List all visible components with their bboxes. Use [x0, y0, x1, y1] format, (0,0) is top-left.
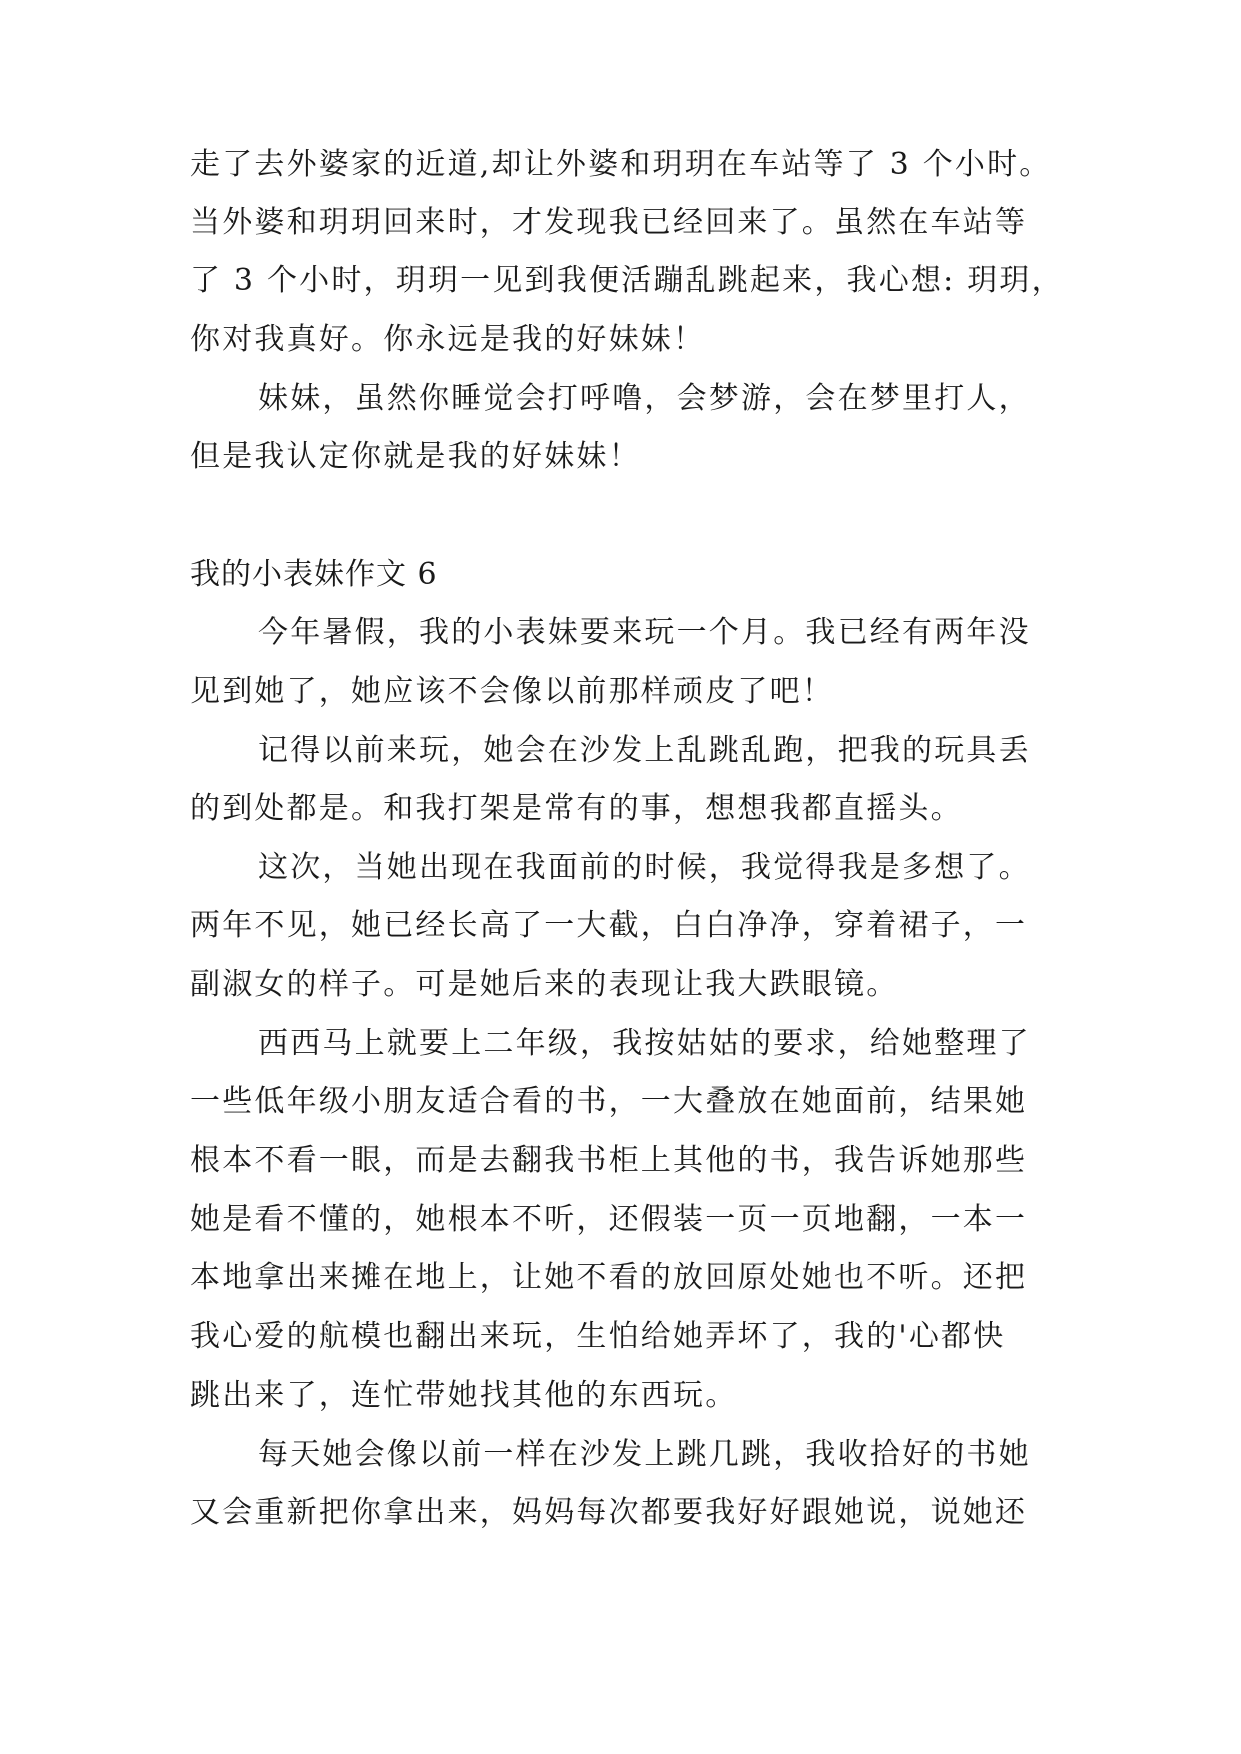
text-line: 见到她了，她应该不会像以前那样顽皮了吧！	[190, 674, 834, 709]
text-line: 了 3 个小时，玥玥一见到我便活蹦乱跳起来，我心想: 玥玥，	[190, 263, 1064, 298]
text-line: 你对我真好。你永远是我的好妹妹！	[190, 322, 706, 357]
text-line: 两年不见，她已经长高了一大截，白白净净，穿着裙子，一	[190, 908, 1028, 943]
text-line: 走了去外婆家的近道,却让外婆和玥玥在车站等了 3 个小时。	[190, 147, 1052, 182]
paragraph-start-line: 每天她会像以前一样在沙发上跳几跳，我收拾好的书她	[258, 1437, 1031, 1472]
text-line: 的到处都是。和我打架是常有的事，想想我都直摇头。	[190, 791, 963, 826]
text-line: 但是我认定你就是我的好妹妹！	[190, 439, 641, 474]
text-line: 我心爱的航模也翻出来玩，生怕给她弄坏了，我的'心都快	[190, 1319, 1006, 1354]
paragraph-start-line: 西西马上就要上二年级，我按姑姑的要求，给她整理了	[258, 1026, 1031, 1061]
paragraph-start-line: 今年暑假，我的小表妹要来玩一个月。我已经有两年没	[258, 615, 1031, 650]
text-line: 又会重新把你拿出来，妈妈每次都要我好好跟她说，说她还	[190, 1495, 1028, 1530]
paragraph-start-line: 这次，当她出现在我面前的时候，我觉得我是多想了。	[258, 850, 1031, 885]
section-heading: 我的小表妹作文 6	[190, 557, 438, 592]
text-line: 本地拿出来摊在地上，让她不看的放回原处她也不听。还把	[190, 1260, 1028, 1295]
text-line: 副淑女的样子。可是她后来的表现让我大跌眼镜。	[190, 967, 899, 1002]
text-line: 跳出来了，连忙带她找其他的东西玩。	[190, 1378, 738, 1413]
text-line: 一些低年级小朋友适合看的书，一大叠放在她面前，结果她	[190, 1084, 1028, 1119]
text-line: 她是看不懂的，她根本不听，还假装一页一页地翻，一本一	[190, 1202, 1028, 1237]
text-line: 根本不看一眼，而是去翻我书柜上其他的书，我告诉她那些	[190, 1143, 1028, 1178]
paragraph-start-line: 记得以前来玩，她会在沙发上乱跳乱跑，把我的玩具丢	[258, 733, 1031, 768]
text-line: 当外婆和玥玥回来时，才发现我已经回来了。虽然在车站等	[190, 205, 1028, 240]
paragraph-start-line: 妹妹，虽然你睡觉会打呼噜，会梦游，会在梦里打人，	[258, 381, 1031, 416]
